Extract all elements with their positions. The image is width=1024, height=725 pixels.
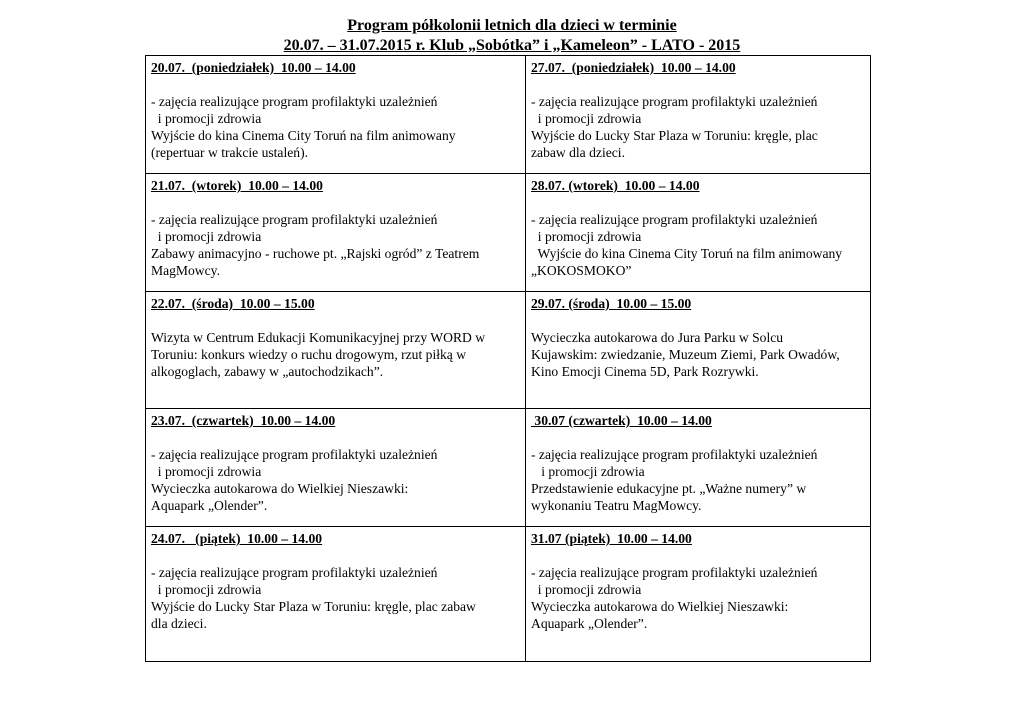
activity-line: Toruniu: konkurs wiedzy o ruchu drogowym, rzut piłką w (151, 347, 467, 362)
activity-line: „KOKOSMOKO” (531, 263, 632, 278)
activity-line: - zajęcia realizujące program profilaktyki uzależnień (151, 565, 438, 580)
day-header: 23.07. (czwartek) 10.00 – 14.00 (151, 413, 336, 428)
activity-line: dla dzieci. (151, 616, 207, 631)
activity-line: i promocji zdrowia (531, 111, 642, 126)
table-row (146, 56, 871, 174)
activity-line: Wizyta w Centrum Edukacji Komunikacyjnej przy WORD w (151, 330, 486, 345)
activity-line: - zajęcia realizujące program profilaktyki uzależnień (151, 212, 438, 227)
activity-line: Aquapark „Olender”. (531, 616, 648, 631)
activity-line: Wyjście do kina Cinema City Toruń na film animowany (531, 246, 843, 261)
activity-line: zabaw dla dzieci. (531, 145, 625, 160)
activity-line: Zabawy animacyjno - ruchowe pt. „Rajski ogród” z Teatrem (151, 246, 480, 261)
activity-line: Wycieczka autokarowa do Wielkiej Nieszawki: (151, 481, 409, 496)
day-header: 21.07. (wtorek) 10.00 – 14.00 (151, 178, 323, 193)
activity-line: i promocji zdrowia (151, 582, 262, 597)
day-header: 22.07. (środa) 10.00 – 15.00 (151, 296, 315, 311)
document-title: Program półkolonii letnich dla dzieci w terminie (347, 17, 677, 34)
day-cell (526, 292, 871, 409)
day-cell (146, 527, 526, 662)
day-header: 31.07 (piątek) 10.00 – 14.00 (531, 531, 692, 546)
activity-line: - zajęcia realizujące program profilaktyki uzależnień (151, 447, 438, 462)
activity-line: Kino Emocji Cinema 5D, Park Rozrywki. (531, 364, 759, 379)
day-header: 27.07. (poniedziałek) 10.00 – 14.00 (531, 60, 736, 75)
activity-line: i promocji zdrowia (531, 582, 642, 597)
day-header: 24.07. (piątek) 10.00 – 14.00 (151, 531, 323, 546)
activity-line: i promocji zdrowia (151, 229, 262, 244)
activity-line: i promocji zdrowia (151, 464, 262, 479)
activity-line: Aquapark „Olender”. (151, 498, 268, 513)
table-row (146, 409, 871, 527)
activity-line: wykonaniu Teatru MagMowcy. (531, 498, 702, 513)
day-cell (146, 409, 526, 527)
activity-line: alkogoglach, zabawy w „autochodzikach”. (151, 364, 384, 379)
day-cell (526, 527, 871, 662)
day-cell (526, 174, 871, 292)
activity-line: - zajęcia realizujące program profilaktyki uzależnień (531, 212, 818, 227)
activity-line: i promocji zdrowia (531, 464, 645, 479)
activity-line: Wyjście do Lucky Star Plaza w Toruniu: kręgle, plac zabaw (151, 599, 476, 614)
activity-line: (repertuar w trakcie ustaleń). (151, 145, 308, 160)
activity-line: Wyjście do Lucky Star Plaza w Toruniu: kręgle, plac (531, 128, 818, 143)
activity-line: Kujawskim: zwiedzanie, Muzeum Ziemi, Park Owadów, (531, 347, 840, 362)
activity-line: - zajęcia realizujące program profilaktyki uzależnień (531, 447, 818, 462)
activity-line: - zajęcia realizujące program profilaktyki uzależnień (531, 94, 818, 109)
activity-line: - zajęcia realizujące program profilaktyki uzależnień (151, 94, 438, 109)
day-header: 28.07. (wtorek) 10.00 – 14.00 (531, 178, 700, 193)
day-header: 30.07 (czwartek) 10.00 – 14.00 (531, 413, 712, 428)
table-row (146, 174, 871, 292)
activity-line: - zajęcia realizujące program profilaktyki uzależnień (531, 565, 818, 580)
activity-line: MagMowcy. (151, 263, 220, 278)
day-cell (526, 409, 871, 527)
activity-line: i promocji zdrowia (531, 229, 642, 244)
day-header: 29.07. (środa) 10.00 – 15.00 (531, 296, 692, 311)
document-subtitle: 20.07. – 31.07.2015 r. Klub „Sobótka” i „Kameleon” - LATO - 2015 (283, 37, 741, 54)
schedule-table (145, 55, 871, 662)
day-cell (146, 174, 526, 292)
table-row (146, 292, 871, 409)
table-row (146, 527, 871, 662)
day-header: 20.07. (poniedziałek) 10.00 – 14.00 (151, 60, 356, 75)
activity-line: Przedstawienie edukacyjne pt. „Ważne numery” w (531, 481, 807, 496)
activity-line: Wycieczka autokarowa do Wielkiej Nieszawki: (531, 599, 789, 614)
activity-line: i promocji zdrowia (151, 111, 262, 126)
day-cell (146, 56, 526, 174)
day-cell (526, 56, 871, 174)
activity-line: Wycieczka autokarowa do Jura Parku w Solcu (531, 330, 784, 345)
activity-line: Wyjście do kina Cinema City Toruń na film animowany (151, 128, 456, 143)
day-cell (146, 292, 526, 409)
